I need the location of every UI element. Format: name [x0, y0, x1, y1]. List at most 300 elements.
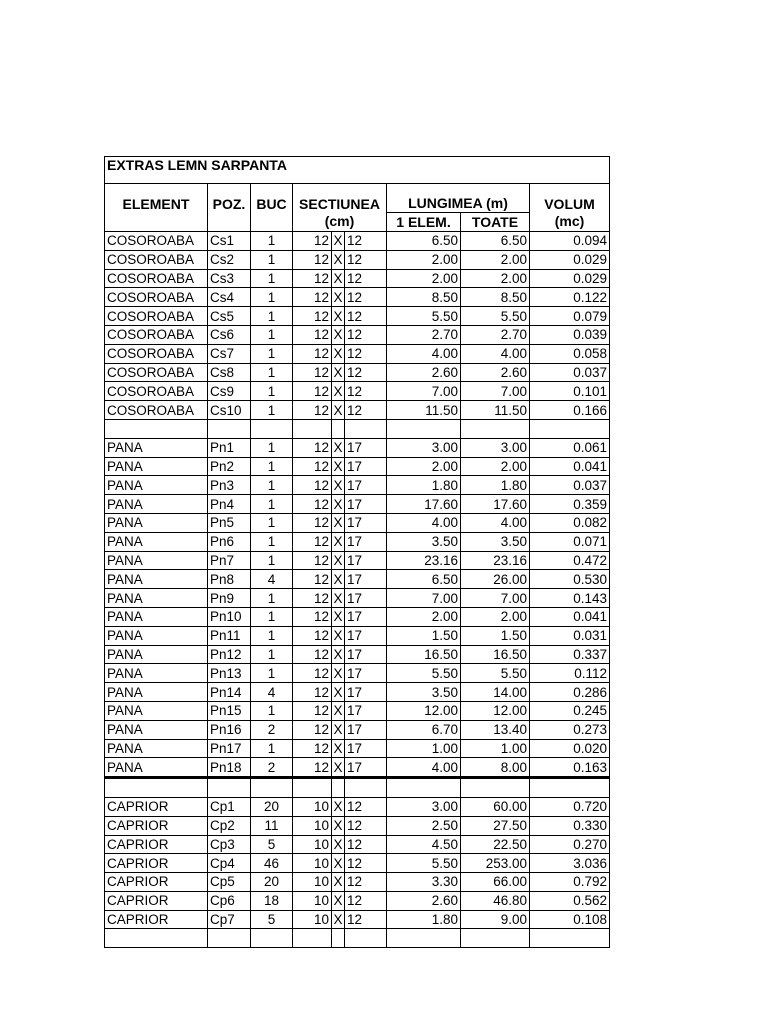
table-row: [105, 288, 610, 307]
cell-buc: 4: [251, 570, 293, 589]
cell-poz: Pn13: [208, 664, 251, 683]
cell-sect-w: 12: [293, 232, 332, 251]
cell-sect-h: 17: [345, 739, 387, 758]
cell-poz: Cp5: [208, 873, 251, 892]
cell-len-all: 66.00: [461, 873, 530, 892]
cell-sect-x: X: [333, 646, 343, 662]
cell-sect-h: 12: [345, 307, 387, 326]
cell-volume: 0.286: [530, 683, 610, 702]
cell-buc: 1: [251, 401, 293, 420]
cell-sect-h: 17: [345, 683, 387, 702]
cell-element: PANA: [105, 476, 208, 495]
blank-cell: [530, 419, 610, 438]
header-lungimea: LUNGIMEA (m): [387, 184, 530, 213]
cell-element: COSOROABA: [105, 325, 208, 344]
cell-sect-h: 17: [345, 758, 387, 778]
cell-element: CAPRIOR: [105, 835, 208, 854]
cell-sect-h: 12: [345, 401, 387, 420]
cell-sect-h: 12: [345, 873, 387, 892]
table-row: [105, 476, 610, 495]
table-row: [105, 739, 610, 758]
cell-element: COSOROABA: [105, 307, 208, 326]
cell-len-all: 2.00: [461, 269, 530, 288]
cell-sect-x: X: [333, 346, 343, 362]
cell-sect-x: X: [333, 722, 343, 738]
cell-sect-w: 12: [293, 495, 332, 514]
cell-len-all: 2.00: [461, 607, 530, 626]
cell-len-one: 3.30: [387, 873, 461, 892]
cell-sect-w: 12: [293, 288, 332, 307]
cell-buc: 1: [251, 739, 293, 758]
cell-element: COSOROABA: [105, 344, 208, 363]
blank-cell: [293, 778, 332, 798]
cell-volume: 0.166: [530, 401, 610, 420]
table-row: [105, 457, 610, 476]
cell-buc: 1: [251, 307, 293, 326]
cell-sect-h: 12: [345, 891, 387, 910]
cell-sect-x: X: [333, 665, 343, 681]
blank-cell: [345, 419, 387, 438]
blank-cell: [332, 778, 345, 798]
cell-sect-x: X: [333, 836, 343, 852]
cell-sect-w: 10: [293, 854, 332, 873]
cell-sect-h: 17: [345, 589, 387, 608]
cell-volume: 0.061: [530, 438, 610, 457]
cell-buc: 1: [251, 250, 293, 269]
cell-element: CAPRIOR: [105, 854, 208, 873]
cell-sect-x: X: [333, 912, 343, 928]
blank-cell: [530, 929, 610, 948]
cell-sect-w: 12: [293, 438, 332, 457]
cell-sect-h: 12: [345, 288, 387, 307]
cell-sect-x: X: [333, 364, 343, 380]
cell-len-all: 26.00: [461, 570, 530, 589]
cell-len-all: 14.00: [461, 683, 530, 702]
cell-len-all: 5.50: [461, 664, 530, 683]
cell-sect-w: 12: [293, 570, 332, 589]
cell-volume: 0.020: [530, 739, 610, 758]
cell-poz: Cp2: [208, 816, 251, 835]
cell-volume: 0.094: [530, 232, 610, 251]
cell-buc: 1: [251, 382, 293, 401]
cell-len-all: 27.50: [461, 816, 530, 835]
cell-element: PANA: [105, 589, 208, 608]
cell-sect-w: 12: [293, 739, 332, 758]
header-sectiunea: SECTIUNEA: [293, 184, 387, 213]
table-row: [105, 325, 610, 344]
cell-sect-w: 10: [293, 873, 332, 892]
cell-len-all: 13.40: [461, 720, 530, 739]
cell-len-all: 12.00: [461, 701, 530, 720]
cell-len-one: 4.50: [387, 835, 461, 854]
cell-sect-h: 17: [345, 513, 387, 532]
table-row: [105, 363, 610, 382]
cell-sect-x: X: [333, 818, 343, 834]
table-row: [105, 382, 610, 401]
cell-buc: 1: [251, 476, 293, 495]
cell-sect-x: X: [333, 270, 343, 286]
cell-element: PANA: [105, 532, 208, 551]
blank-cell: [461, 929, 530, 948]
cell-poz: Pn8: [208, 570, 251, 589]
blank-cell: [208, 929, 251, 948]
blank-cell: [332, 929, 345, 948]
table-row: [105, 891, 610, 910]
cell-sect-x: X: [333, 855, 343, 871]
cell-buc: 1: [251, 551, 293, 570]
blank-cell: [293, 419, 332, 438]
header-sectiunea-unit: (cm): [293, 213, 387, 232]
cell-poz: Cp1: [208, 797, 251, 816]
cell-len-one: 8.50: [387, 288, 461, 307]
cell-volume: 0.359: [530, 495, 610, 514]
cell-poz: Cp4: [208, 854, 251, 873]
cell-volume: 0.337: [530, 645, 610, 664]
table-row: [105, 873, 610, 892]
cell-sect-w: 10: [293, 910, 332, 929]
blank-cell: [461, 778, 530, 798]
cell-sect-x: X: [333, 571, 343, 587]
table-row: [105, 626, 610, 645]
cell-volume: 0.041: [530, 607, 610, 626]
cell-poz: Pn5: [208, 513, 251, 532]
cell-element: PANA: [105, 570, 208, 589]
cell-sect-w: 12: [293, 513, 332, 532]
cell-sect-x: X: [333, 383, 343, 399]
cell-volume: 0.037: [530, 363, 610, 382]
header-poz: POZ.: [208, 184, 251, 213]
cell-len-all: 5.50: [461, 307, 530, 326]
cell-element: CAPRIOR: [105, 797, 208, 816]
cell-sect-x: X: [332, 758, 345, 778]
cell-poz: Pn9: [208, 589, 251, 608]
cell-len-one: 7.00: [387, 589, 461, 608]
cell-len-all: 1.80: [461, 476, 530, 495]
cell-len-all: 3.50: [461, 532, 530, 551]
cell-buc: 1: [251, 232, 293, 251]
cell-sect-h: 12: [345, 232, 387, 251]
cell-sect-w: 12: [293, 344, 332, 363]
cell-len-all: 9.00: [461, 910, 530, 929]
blank-cell: [387, 778, 461, 798]
table-row: [105, 495, 610, 514]
header-toate: TOATE: [461, 213, 530, 232]
blank-cell: [345, 929, 387, 948]
cell-element: PANA: [105, 513, 208, 532]
cell-len-one: 4.00: [387, 344, 461, 363]
blank-cell: [345, 778, 387, 798]
table-row: [105, 835, 610, 854]
cell-element: PANA: [105, 495, 208, 514]
cell-volume: 0.122: [530, 288, 610, 307]
cell-sect-x: X: [333, 308, 343, 324]
table-row: [105, 551, 610, 570]
cell-buc: 1: [251, 513, 293, 532]
cell-len-all: 2.60: [461, 363, 530, 382]
cell-sect-h: 12: [345, 854, 387, 873]
cell-element: PANA: [105, 457, 208, 476]
cell-sect-h: 12: [345, 816, 387, 835]
cell-volume: 0.330: [530, 816, 610, 835]
cell-poz: Pn3: [208, 476, 251, 495]
cell-volume: 0.112: [530, 664, 610, 683]
cell-element: PANA: [105, 626, 208, 645]
cell-poz: Pn12: [208, 645, 251, 664]
cell-sect-w: 10: [293, 816, 332, 835]
cell-len-one: 5.50: [387, 854, 461, 873]
table-row: [105, 683, 610, 702]
cell-volume: 0.079: [530, 307, 610, 326]
cell-sect-h: 12: [345, 325, 387, 344]
cell-volume: 3.036: [530, 854, 610, 873]
cell-buc: 1: [251, 532, 293, 551]
table-row: [105, 401, 610, 420]
table-row: [105, 797, 610, 816]
cell-len-one: 3.50: [387, 532, 461, 551]
cell-sect-x: X: [333, 628, 343, 644]
cell-element: PANA: [105, 664, 208, 683]
cell-sect-w: 12: [293, 720, 332, 739]
table-row: [105, 438, 610, 457]
cell-sect-x: X: [333, 515, 343, 531]
cell-len-one: 3.00: [387, 438, 461, 457]
cell-len-one: 2.00: [387, 269, 461, 288]
blank-row: [105, 929, 610, 948]
blank-cell: [251, 929, 293, 948]
table-row: [105, 910, 610, 929]
cell-len-one: 2.00: [387, 457, 461, 476]
cell-sect-w: 12: [293, 250, 332, 269]
table-row: [105, 269, 610, 288]
cell-len-all: 4.00: [461, 513, 530, 532]
cell-buc: 2: [251, 758, 293, 778]
cell-len-one: 2.00: [387, 250, 461, 269]
cell-len-one: 23.16: [387, 551, 461, 570]
cell-buc: 1: [251, 438, 293, 457]
blank-row: [105, 419, 610, 438]
cell-buc: 20: [251, 873, 293, 892]
cell-poz: Cs8: [208, 363, 251, 382]
cell-element: PANA: [105, 739, 208, 758]
blank-row: [105, 778, 610, 798]
cell-sect-h: 12: [345, 797, 387, 816]
cell-len-one: 3.50: [387, 683, 461, 702]
cell-buc: 2: [251, 720, 293, 739]
cell-buc: 20: [251, 797, 293, 816]
cell-element: COSOROABA: [105, 269, 208, 288]
cell-sect-w: 12: [293, 626, 332, 645]
cell-element: CAPRIOR: [105, 891, 208, 910]
table-row: [105, 607, 610, 626]
cell-len-all: 2.00: [461, 250, 530, 269]
cell-sect-w: 12: [293, 589, 332, 608]
cell-sect-x: X: [333, 402, 343, 418]
cell-sect-w: 12: [293, 269, 332, 288]
blank-cell: [332, 419, 345, 438]
cell-len-one: 2.50: [387, 816, 461, 835]
cell-buc: 1: [251, 269, 293, 288]
cell-poz: Cs7: [208, 344, 251, 363]
cell-buc: 1: [251, 664, 293, 683]
cell-sect-h: 12: [345, 910, 387, 929]
cell-element: PANA: [105, 645, 208, 664]
cell-sect-h: 12: [345, 835, 387, 854]
cell-poz: Cs3: [208, 269, 251, 288]
cell-sect-h: 12: [345, 382, 387, 401]
cell-len-all: 2.00: [461, 457, 530, 476]
cell-element: CAPRIOR: [105, 873, 208, 892]
cell-poz: Cs4: [208, 288, 251, 307]
table-row: [105, 854, 610, 873]
cell-buc: 1: [251, 344, 293, 363]
wood-extract-table: [104, 156, 610, 948]
cell-volume: 0.101: [530, 382, 610, 401]
cell-volume: 0.058: [530, 344, 610, 363]
cell-sect-w: 10: [293, 891, 332, 910]
cell-sect-x: X: [333, 233, 343, 249]
table-row: [105, 570, 610, 589]
cell-sect-x: X: [333, 496, 343, 512]
cell-element: PANA: [105, 607, 208, 626]
blank-cell: [461, 419, 530, 438]
cell-buc: 4: [251, 683, 293, 702]
cell-len-all: 3.00: [461, 438, 530, 457]
cell-sect-h: 17: [345, 476, 387, 495]
cell-buc: 1: [251, 288, 293, 307]
cell-sect-w: 12: [293, 363, 332, 382]
cell-sect-w: 12: [293, 532, 332, 551]
blank-cell: [387, 419, 461, 438]
cell-len-one: 2.60: [387, 891, 461, 910]
cell-len-all: 46.80: [461, 891, 530, 910]
cell-volume: 0.472: [530, 551, 610, 570]
cell-sect-w: 12: [293, 758, 332, 778]
cell-volume: 0.530: [530, 570, 610, 589]
cell-len-all: 8.50: [461, 288, 530, 307]
cell-len-one: 1.50: [387, 626, 461, 645]
cell-sect-h: 12: [345, 269, 387, 288]
cell-sect-h: 17: [345, 495, 387, 514]
cell-len-one: 3.00: [387, 797, 461, 816]
cell-len-one: 2.70: [387, 325, 461, 344]
cell-sect-h: 17: [345, 607, 387, 626]
cell-element: COSOROABA: [105, 288, 208, 307]
cell-sect-h: 17: [345, 626, 387, 645]
cell-sect-w: 10: [293, 835, 332, 854]
cell-sect-x: X: [333, 552, 343, 568]
cell-element: PANA: [105, 758, 208, 778]
cell-sect-x: X: [333, 703, 343, 719]
cell-element: COSOROABA: [105, 401, 208, 420]
table-row: [105, 720, 610, 739]
cell-sect-h: 17: [345, 720, 387, 739]
cell-sect-h: 17: [345, 457, 387, 476]
cell-volume: 0.029: [530, 269, 610, 288]
cell-buc: 5: [251, 910, 293, 929]
table-row: [105, 250, 610, 269]
header-one-elem: 1 ELEM.: [387, 213, 461, 232]
cell-len-one: 6.50: [387, 232, 461, 251]
table-row: [105, 589, 610, 608]
cell-volume: 0.163: [530, 758, 610, 778]
cell-len-one: 1.80: [387, 476, 461, 495]
blank-cell: [251, 778, 293, 798]
sheet-title: EXTRAS LEMN SARPANTA: [105, 157, 610, 184]
cell-element: PANA: [105, 683, 208, 702]
cell-buc: 18: [251, 891, 293, 910]
blank-cell: [105, 929, 208, 948]
table-row: [105, 307, 610, 326]
cell-sect-w: 10: [293, 797, 332, 816]
cell-element: CAPRIOR: [105, 910, 208, 929]
cell-buc: 1: [251, 645, 293, 664]
table-row: [105, 344, 610, 363]
cell-len-all: 1.50: [461, 626, 530, 645]
cell-buc: 5: [251, 835, 293, 854]
cell-len-all: 23.16: [461, 551, 530, 570]
cell-sect-x: X: [333, 609, 343, 625]
cell-poz: Cs6: [208, 325, 251, 344]
cell-volume: 0.143: [530, 589, 610, 608]
cell-buc: 1: [251, 626, 293, 645]
table-row: [105, 532, 610, 551]
blank-cell: [251, 419, 293, 438]
cell-len-all: 7.00: [461, 382, 530, 401]
cell-poz: Pn15: [208, 701, 251, 720]
cell-poz: Pn14: [208, 683, 251, 702]
cell-sect-h: 12: [345, 250, 387, 269]
cell-element: PANA: [105, 720, 208, 739]
cell-volume: 0.082: [530, 513, 610, 532]
cell-sect-x: X: [333, 740, 343, 756]
cell-sect-x: X: [333, 289, 343, 305]
cell-len-one: 16.50: [387, 645, 461, 664]
cell-poz: Pn11: [208, 626, 251, 645]
cell-sect-h: 17: [345, 438, 387, 457]
cell-poz: Pn7: [208, 551, 251, 570]
cell-poz: Cp7: [208, 910, 251, 929]
cell-sect-h: 17: [345, 645, 387, 664]
cell-volume: 0.720: [530, 797, 610, 816]
cell-sect-w: 12: [293, 476, 332, 495]
cell-buc: 1: [251, 607, 293, 626]
cell-sect-w: 12: [293, 664, 332, 683]
cell-volume: 0.108: [530, 910, 610, 929]
blank-cell: [208, 778, 251, 798]
cell-sect-x: X: [333, 534, 343, 550]
cell-volume: 0.562: [530, 891, 610, 910]
cell-len-one: 2.60: [387, 363, 461, 382]
cell-volume: 0.039: [530, 325, 610, 344]
cell-sect-w: 12: [293, 457, 332, 476]
cell-sect-x: X: [333, 458, 343, 474]
cell-len-one: 4.00: [387, 513, 461, 532]
cell-poz: Pn6: [208, 532, 251, 551]
table-row: [105, 758, 610, 778]
cell-sect-w: 12: [293, 701, 332, 720]
cell-len-all: 8.00: [461, 758, 530, 778]
table-row: [105, 816, 610, 835]
cell-sect-w: 12: [293, 382, 332, 401]
table-row: [105, 513, 610, 532]
cell-sect-w: 12: [293, 401, 332, 420]
header-volum: VOLUM: [530, 184, 610, 213]
cell-element: PANA: [105, 701, 208, 720]
table-row: [105, 664, 610, 683]
cell-poz: Pn16: [208, 720, 251, 739]
cell-sect-h: 17: [345, 701, 387, 720]
cell-sect-x: X: [333, 440, 343, 456]
